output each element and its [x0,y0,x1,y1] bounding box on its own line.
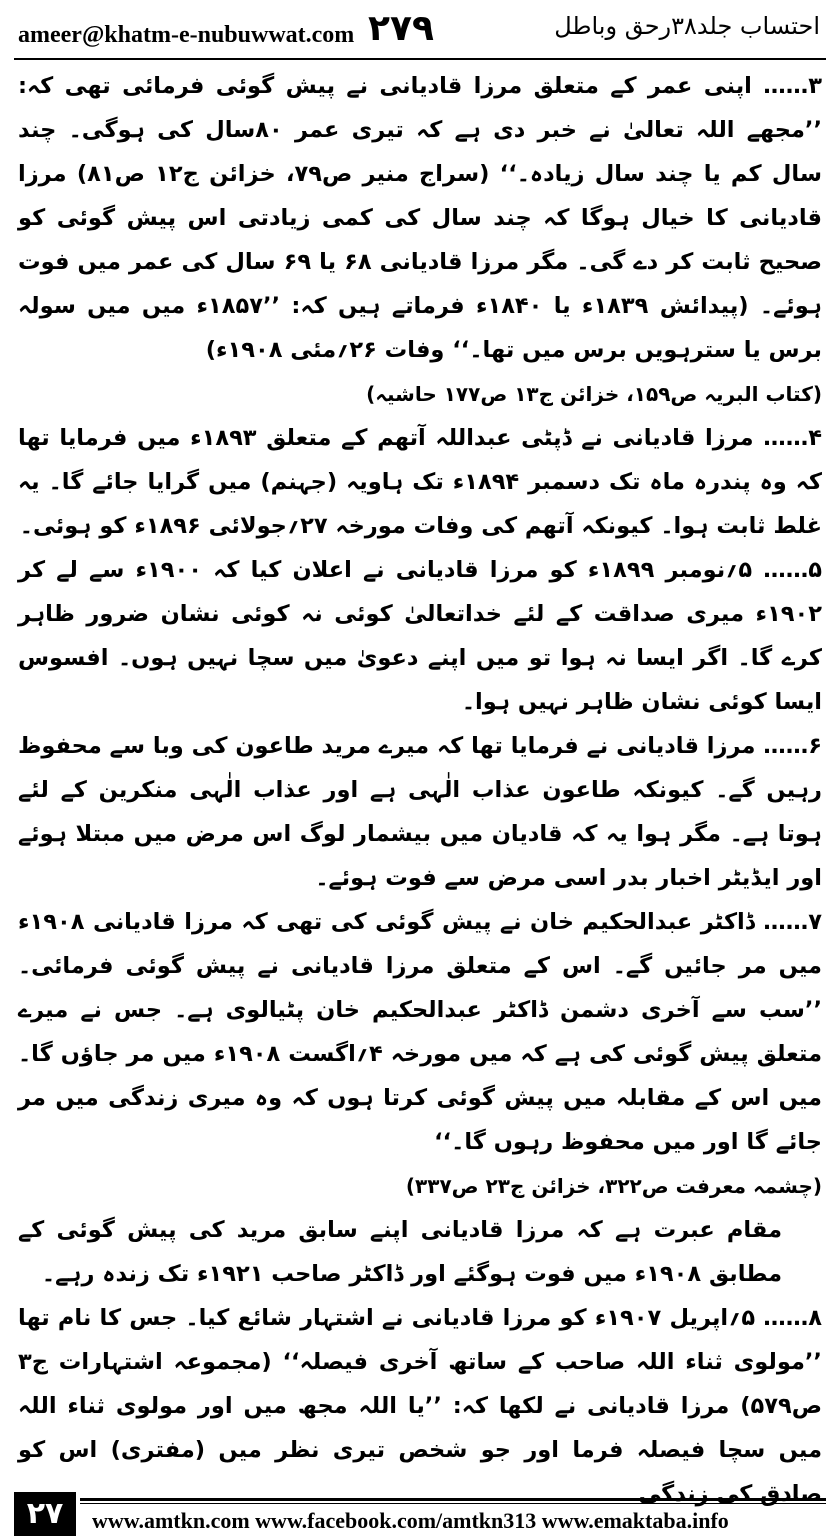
paragraph-6: ۶…… مرزا قادیانی نے فرمایا تھا کہ میرے مرید طاعون کی وبا سے محفوظ رہیں گے۔ کیونکہ طاعون عذاب الٰہی ہے اور عذاب الٰہی منکرین کے لئے ہوتا ہے۔ مگر ہوا یہ کہ قادیان میں بیشمار لوگ اس مرض میں مبتلا ہوئے اور ایڈیٹر اخبار بدر اسی مرض سے فوت ہوئے۔ [18,733,822,891]
footer-links[interactable]: www.amtkn.com www.facebook.com/amtkn313 www.emaktaba.info [92,1508,729,1533]
footer-page-box: ۲۷ [14,1492,76,1536]
page-body [18,64,822,1516]
page-number: ۲۷۹ [368,8,434,49]
paragraph-5: ۵…… ۵؍نومبر ۱۸۹۹ء کو مرزا قادیانی نے اعلان کیا کہ ۱۹۰۰ء سے لے کر ۱۹۰۲ء میری صداقت کے لئے خداتعالیٰ کوئی نہ کوئی نشان ضرور ظاہر کرے گا۔ اگر ایسا نہ ہوا تو میں اپنے دعویٰ میں سچا نہیں ہوں۔ افسوس ایسا کوئی نشان ظاہر نہیں ہوا۔ [18,557,822,715]
header-divider [14,58,826,60]
page-footer [0,1492,840,1540]
paragraph-8: ۸…… ۵؍اپریل ۱۹۰۷ء کو مرزا قادیانی نے اشتہار شائع کیا۔ جس کا نام تھا ’’مولوی ثناء اللہ صاحب کے ساتھ آخری فیصلہ‘‘ (مجموعہ اشتہارات ج۳ ص۵۷۹) مرزا قادیانی نے لکھا کہ: ’’یا اللہ مجھ میں اور مولوی ثناء اللہ میں سچا فیصلہ فرما اور جو شخص تیری نظر میں (مفتری) اس کو صادق کی زندگی [18,1305,822,1507]
footer-rule-thick [80,1498,826,1501]
paragraph-3: ۳…… اپنی عمر کے متعلق مرزا قادیانی نے پیش گوئی فرمائی تھی کہ: ’’مجھے اللہ تعالیٰ نے خبر دی ہے کہ تیری عمر ۸۰سال کی ہوگی۔ چند سال کم یا چند سال زیادہ۔‘‘ (سراج منیر ص۷۹، خزائن ج۱۲ ص۸۱) مرزا قادیانی کا خیال ہوگا کہ چند سال کی کمی زیادتی اس پیش گوئی کو صحیح ثابت کر دے گی۔ مگر مرزا قادیانی ۶۸ یا ۶۹ سال کی عمر میں فوت ہوئے۔ (پیدائش ۱۸۳۹ء یا ۱۸۴۰ء فرماتے ہیں کہ: ’’۱۸۵۷ء میں میں سولہ برس یا سترہویں برس میں تھا۔‘‘ وفات ۲۶؍مئی ۱۹۰۸ء) [18,73,822,363]
paragraph-7: ۷…… ڈاکٹر عبدالحکیم خان نے پیش گوئی کی تھی کہ مرزا قادیانی ۱۹۰۸ء میں مر جائیں گے۔ اس کے متعلق مرزا قادیانی نے پیش گوئی فرمائی۔ ’’سب سے آخری دشمن ڈاکٹر عبدالحکیم خان پٹیالوی ہے۔ جس نے میرے متعلق پیش گوئی کی ہے کہ میں مورخہ ۴؍اگست ۱۹۰۸ء میں مر جاؤں گا۔ میں اس کے مقابلہ میں پیش گوئی کرتا ہوں کہ وہ میری زندگی میں مر جائے گا اور میں محفوظ رہوں گا۔‘‘ [18,909,822,1155]
reference-2: (چشمہ معرفت ص۳۲۲، خزائن ج۲۳ ص۳۳۷) [405,1174,822,1198]
footer-rule-thin [80,1503,826,1504]
page-header [0,0,840,62]
book-title: احتساب جلد۳۸رحق وباطل [554,12,820,40]
paragraph-4: ۴…… مرزا قادیانی نے ڈپٹی عبداللہ آتھم کے متعلق ۱۸۹۳ء میں فرمایا تھا کہ وہ پندرہ ماہ تک دسمبر ۱۸۹۴ء تک ہاویہ (جہنم) میں گرایا جائے گا۔ یہ غلط ثابت ہوا۔ کیونکہ آتھم کی وفات مورخہ ۲۷؍جولائی ۱۸۹۶ء کو ہوئی۔ [18,425,822,539]
header-email[interactable]: ameer@khatm-e-nubuwwat.com [18,22,355,48]
reference-1: (کتاب البریہ ص۱۵۹، خزائن ج۱۳ ص۱۷۷ حاشیہ) [366,382,822,406]
paragraph-lesson: مقام عبرت ہے کہ مرزا قادیانی اپنے سابق مرید کی پیش گوئی کے مطابق ۱۹۰۸ء میں فوت ہوگئے اور ڈاکٹر صاحب ۱۹۲۱ء تک زندہ رہے۔ [18,1217,782,1287]
